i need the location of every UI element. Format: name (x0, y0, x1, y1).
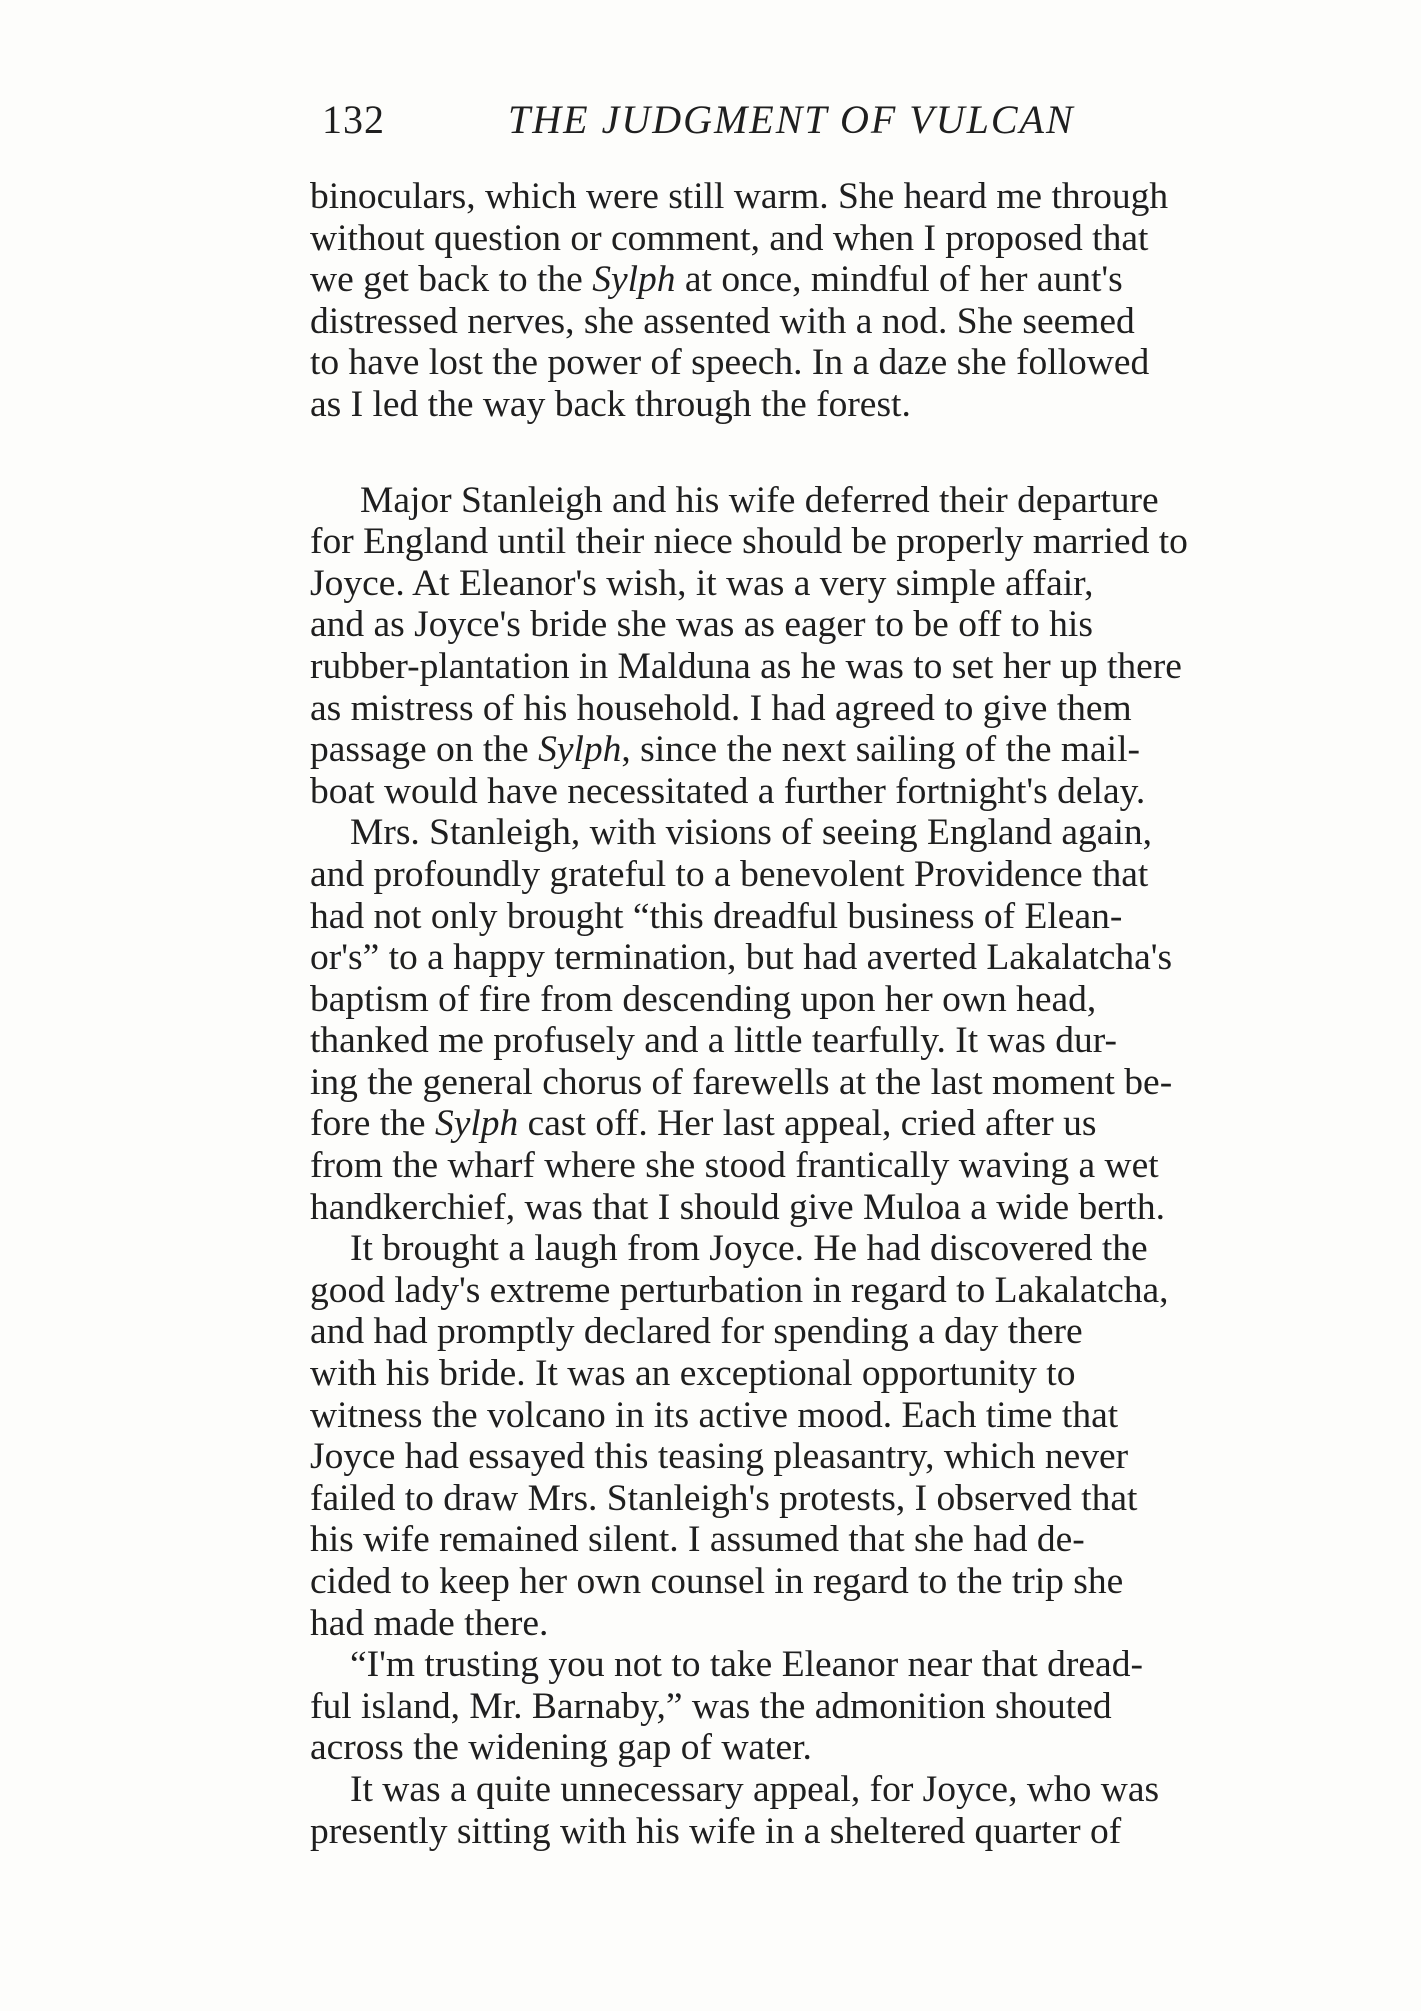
body-text (310, 176, 1188, 1852)
text-line: Major Stanleigh and his wife deferred their departure (360, 479, 1159, 521)
text-line: failed to draw Mrs. Stanleigh's protests, I observed that (310, 1477, 1138, 1519)
text-line: witness the volcano in its active mood. Each time that (310, 1394, 1119, 1436)
running-title: THE JUDGMENT OF VULCAN (508, 97, 1075, 142)
text-line: for England until their niece should be properly married to (310, 521, 1188, 563)
text-line: It brought a laugh from Joyce. He had discovered the (350, 1228, 1148, 1270)
text-line: passage on the Sylph, since the next sailing of the mail- (310, 729, 1141, 771)
text-line: and as Joyce's bride she was as eager to be off to his (310, 604, 1093, 646)
section-break (310, 426, 1160, 480)
text-line: distressed nerves, she assented with a nod. She seemed (310, 300, 1135, 342)
page-number: 132 (322, 97, 385, 142)
text-line: as I led the way back through the forest. (310, 383, 911, 425)
text-line: to have lost the power of speech. In a daze she followed (310, 342, 1150, 384)
text-line: and profoundly grateful to a benevolent Providence that (310, 853, 1149, 895)
text-line: had made there. (310, 1602, 549, 1644)
text-line: presently sitting with his wife in a sheltered quarter of (310, 1810, 1122, 1852)
text-line: “I'm trusting you not to take Eleanor near that dread- (350, 1644, 1143, 1686)
text-line: rubber-plantation in Malduna as he was to set her up there (310, 645, 1182, 687)
text-line: fore the Sylph cast off. Her last appeal, cried after us (310, 1103, 1097, 1145)
text-line: his wife remained silent. I assumed that she had de- (310, 1519, 1085, 1561)
text-line: across the widening gap of water. (310, 1727, 812, 1769)
text-line: baptism of fire from descending upon her own head, (310, 978, 1097, 1020)
text-line: or's” to a happy termination, but had averted Lakalatcha's (310, 937, 1173, 979)
text-line: and had promptly declared for spending a day there (310, 1311, 1083, 1353)
text-line: ing the general chorus of farewells at the last moment be- (310, 1061, 1173, 1103)
text-line: cided to keep her own counsel in regard to the trip she (310, 1561, 1124, 1602)
text-line: handkerchief, was that I should give Muloa a wide berth. (310, 1186, 1165, 1228)
text-line: as mistress of his household. I had agreed to give them (310, 687, 1132, 729)
text-line: binoculars, which were still warm. She heard me through (310, 176, 1169, 217)
text-line: Joyce had essayed this teasing pleasantry, which never (310, 1436, 1129, 1478)
text-line: with his bride. It was an exceptional opportunity to (310, 1353, 1076, 1395)
text-line: It was a quite unnecessary appeal, for Joyce, who was (350, 1768, 1160, 1810)
text-line: had not only brought “this dreadful business of Elean- (310, 895, 1123, 937)
text-line: Mrs. Stanleigh, with visions of seeing England again, (350, 812, 1152, 854)
text-line: boat would have necessitated a further fortnight's delay. (310, 770, 1146, 812)
text-line: Joyce. At Eleanor's wish, it was a very simple affair, (310, 562, 1094, 604)
text-line: good lady's extreme perturbation in regard to Lakalatcha, (310, 1269, 1169, 1311)
text-line: we get back to the Sylph at once, mindful of her aunt's (310, 259, 1123, 301)
text-line: ful island, Mr. Barnaby,” was the admonition shouted (310, 1685, 1112, 1727)
text-line: from the wharf where she stood frantically waving a wet (310, 1145, 1159, 1187)
text-line: without question or comment, and when I proposed that (310, 217, 1149, 259)
text-line: thanked me profusely and a little tearfully. It was dur- (310, 1020, 1117, 1062)
running-header (322, 96, 1172, 146)
